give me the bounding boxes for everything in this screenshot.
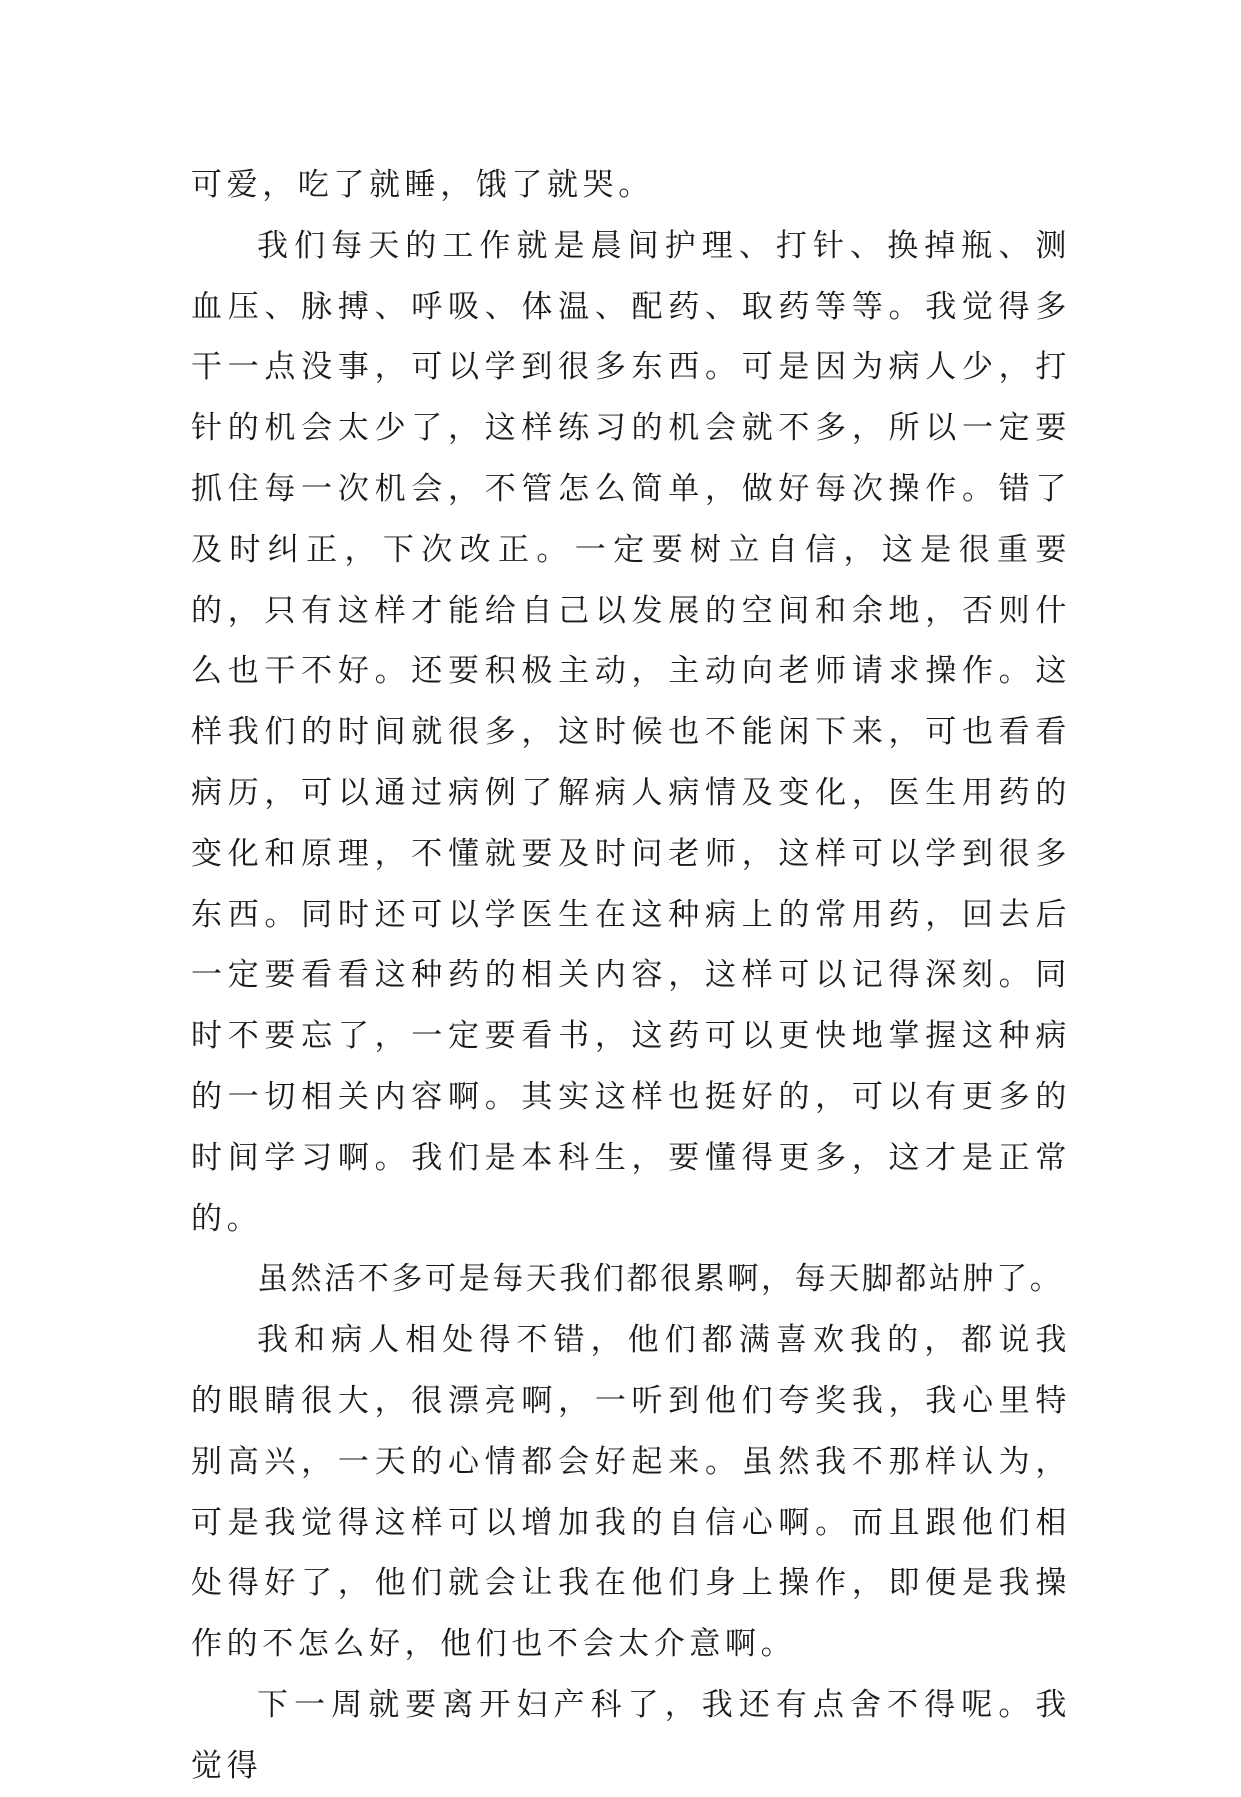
paragraph-leaving: 下一周就要离开妇产科了，我还有点舍不得呢。我觉得: [191, 1686, 1071, 1784]
paragraph-tiredness: 虽然活不多可是每天我们都很累啊，每天脚都站肿了。: [257, 1261, 1064, 1298]
paragraph-daily-work: 我们每天的工作就是晨间护理、打针、换掉瓶、测血压、脉搏、呼吸、体温、配药、取药等等。我觉得多干一点没事，可以学到很多东西。可是因为病人少，打针的机会太少了，这样练习的机会就不多，所以一定要抓住每一次机会，不管怎么简单，做好每次操作。错了及时纠正，下次改正。一定要树立自信，这是很重要的，只有这样才能给自己以发展的空间和余地，否则什么也干不好。还要积极主动，主动向老师请求操作。这样我们的时间就很多，这时候也不能闲下来，可也看看病历，可以通过病例了解病人病情及变化，医生用药的变化和原理，不懂就要及时问老师，这样可以学到很多东西。同时还可以学医生在这种病上的常用药，回去后一定要看看这种药的相关内容，这样可以记得深刻。同时不要忘了，一定要看书，这药可以更快地掌握这种病的一切相关内容啊。其实这样也挺好的，可以有更多的时间学习啊。我们是本科生，要懂得更多，这才是正常的。: [191, 227, 1071, 1237]
paragraph-continuation: 可爱，吃了就睡，饿了就哭。: [191, 167, 654, 203]
document-body: [191, 155, 1071, 1797]
paragraph-patients: 我和病人相处得不错，他们都满喜欢我的，都说我的眼睛很大，很漂亮啊，一听到他们夸奖我，我心里特别高兴，一天的心情都会好起来。虽然我不那样认为，可是我觉得这样可以增加我的自信心啊。而且跟他们相处得好了，他们就会让我在他们身上操作，即便是我操作的不怎么好，他们也不会太介意啊。: [191, 1322, 1071, 1663]
